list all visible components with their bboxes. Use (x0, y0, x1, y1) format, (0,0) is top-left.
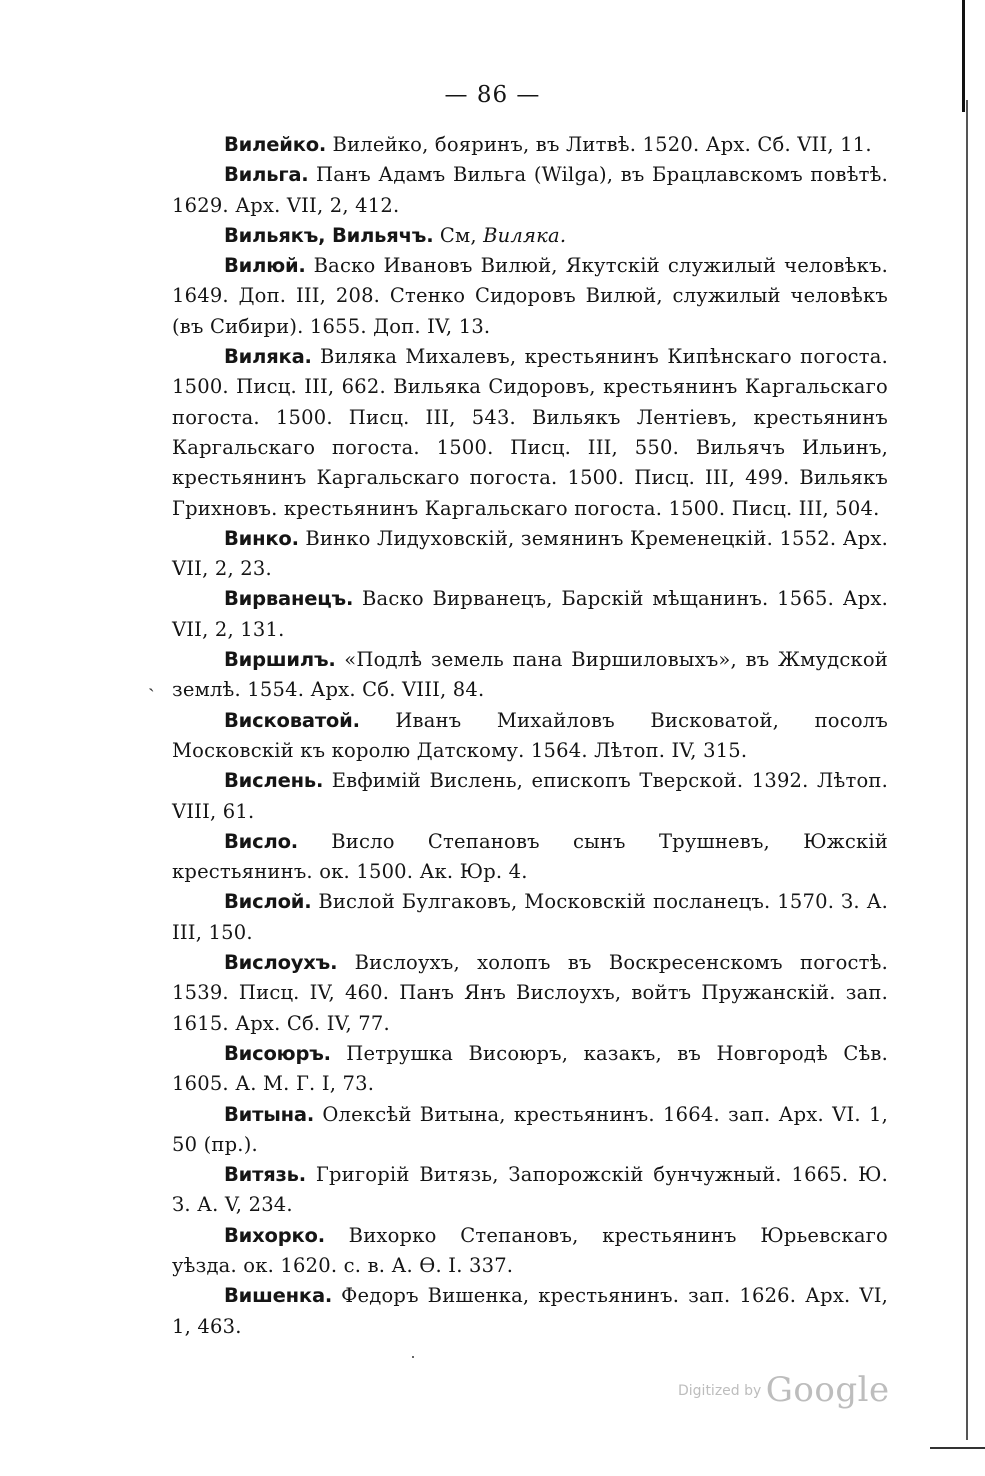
entry-headword: Винко. (224, 526, 299, 550)
entry-body: Федоръ Вишенка, крестьянинъ. зап. 1626. Арх. VI, 1, 463. (172, 1284, 888, 1338)
entry-body: См, (433, 223, 484, 247)
entry-headword: Висковатой. (224, 708, 360, 732)
entry-body: Евфимій Вислень, епископъ Тверской. 1392. Лѣтоп. VIII, 61. (172, 769, 888, 823)
entry-visloukh (172, 948, 888, 1039)
page-number: — 86 — (444, 82, 541, 108)
entry-headword: Вислень. (224, 769, 324, 793)
entry-vikhorko (172, 1221, 888, 1282)
entry-body: Васко Вирванецъ, Барскій мѣщанинъ. 1565. Арх. VII, 2, 131. (172, 587, 888, 641)
entry-vileyko (172, 130, 888, 160)
page-edge-shadow (966, 100, 968, 1440)
entry-headword: Вильга. (224, 163, 309, 187)
entry-visloy (172, 887, 888, 948)
entry-body: Винко Лидуховскій, земянинъ Кременецкій. 1552. Арх. VII, 2, 23. (172, 526, 888, 581)
entry-body: Вихорко Степановъ, крестьянинъ Юрьевскаго уѣзда. ок. 1620. с. в. А. Ѳ. I. 337. (172, 1223, 888, 1277)
entry-virvanets (172, 584, 888, 645)
entry-virshil (172, 645, 888, 706)
entry-viskovatoy (172, 706, 888, 767)
entry-headword: Висоюръ. (224, 1041, 331, 1065)
entry-body: Вислой Булгаковъ, Московскій посланецъ. 1570. З. А. III, 150. (172, 890, 888, 944)
entry-vislo (172, 827, 888, 888)
entry-headword: Вихорко. (224, 1223, 325, 1247)
margin-mark: ˏ (148, 668, 155, 692)
entry-headword: Витына. (224, 1102, 315, 1126)
entry-vityaz (172, 1160, 888, 1221)
entry-headword: Вирванецъ. (224, 587, 354, 611)
entry-headword: Вилейко. (224, 133, 327, 156)
scan-speck (412, 1356, 414, 1358)
entry-body: Петрушка Висоюръ, казакъ, въ Новгородѣ Сѣв. 1605. А. М. Г. I, 73. (172, 1041, 888, 1096)
dictionary-text (172, 130, 888, 1342)
entry-headword: Витязь. (224, 1163, 307, 1187)
entry-headword: Виршилъ. (224, 648, 336, 672)
entry-body: Григорій Витязь, Запорожскій бунчужный. 1665. Ю. З. А. V, 234. (172, 1163, 888, 1217)
entry-body: Вилейко, бояринъ, въ Литвѣ. 1520. Арх. Сб. VII, 11. (326, 133, 872, 156)
entry-vityna (172, 1100, 888, 1161)
entry-body: Вислоухъ, холопъ въ Воскресенскомъ погостѣ. 1539. Писц. IV, 460. Панъ Янъ Вислоухъ, войтъ Пружанскій. зап. 1615. Арх. Сб. IV, 77. (172, 951, 888, 1035)
entry-vislen (172, 766, 888, 827)
entry-headword: Висло. (224, 829, 298, 853)
entry-vilyuy (172, 251, 888, 342)
entry-body: Виляка Михалевъ, крестьянинъ Кипѣнскаго погоста. 1500. Писц. III, 662. Вильяка Сидоровъ, крестьянинъ Каргальскаго погоста. 1500. Писц. III, 543. Вильякъ Лентіевъ, крестьянинъ Каргальскаго погоста. 1500. Писц. III, 550. Вильячъ Ильинъ, крестьянинъ Каргальскаго погоста. 1500. Писц. III, 499. Вильякъ Грихновъ. крестьянинъ Каргальскаго погоста. 1500. Писц. III, 504. (172, 345, 888, 520)
entry-vilyaka (172, 342, 888, 524)
entry-headword: Вишенка. (224, 1284, 333, 1308)
entry-headword: Виляка. (224, 345, 312, 369)
entry-body: Олексѣй Витына, крестьянинъ. 1664. зап. Арх. VI. 1, 50 (пр.). (172, 1102, 888, 1156)
entry-body: Панъ Адамъ Вильга (Wilga), въ Брацлавскомъ повѣтѣ. 1629. Арх. VII, 2, 412. (172, 163, 888, 217)
watermark-logo: Google (765, 1370, 890, 1410)
entry-body: Васко Ивановъ Вилюй, Якутскій служилый человѣкъ. 1649. Доп. III, 208. Стенко Сидоровъ Вилюй, служилый человѣкъ (въ Сибири). 1655. Доп. IV, 13. (172, 254, 888, 338)
entry-body: Иванъ Михайловъ Висковатой, посолъ Московскій къ королю Датскому. 1564. Лѣтоп. IV, 315. (172, 708, 888, 762)
entry-vilga (172, 160, 888, 221)
entry-vishenka (172, 1281, 888, 1342)
entry-visoyur (172, 1039, 888, 1100)
watermark-small: Digitized by (678, 1383, 766, 1399)
entry-headword: Вильякъ, Вильячъ. (224, 223, 434, 247)
entry-vinko (172, 524, 888, 585)
digitized-watermark (678, 1370, 890, 1410)
entry-vilyak (172, 221, 888, 251)
entry-headword: Вилюй. (224, 254, 306, 278)
entry-crossref: Виляка. (483, 223, 567, 247)
entry-headword: Вислоухъ. (224, 951, 338, 975)
page-edge-bottom (930, 1447, 985, 1449)
entry-body: «Подлѣ земель пана Виршиловыхъ», въ Жмудской землѣ. 1554. Арх. Сб. VIII, 84. (172, 648, 888, 702)
entry-headword: Вислой. (224, 890, 312, 914)
entry-body: Висло Степановъ сынъ Трушневъ, Южскій крестьянинъ. ок. 1500. Ак. Юр. 4. (172, 829, 888, 884)
